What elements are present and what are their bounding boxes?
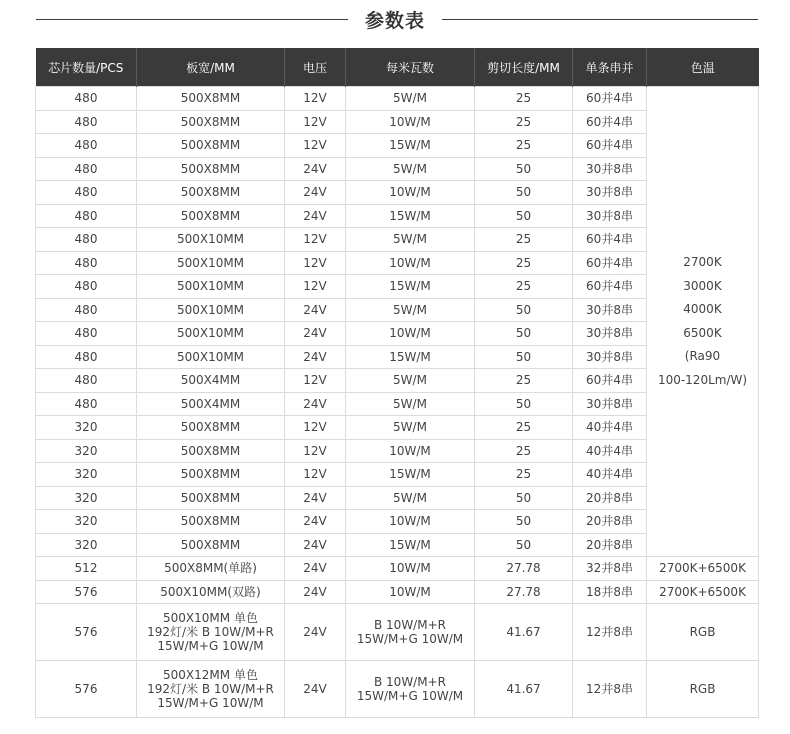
width-line: 15W/M+G 10W/M bbox=[157, 696, 264, 710]
series-cell: 60并4串 bbox=[573, 134, 647, 158]
watts-cell: 5W/M bbox=[346, 369, 475, 393]
voltage-cell: 12V bbox=[285, 110, 346, 134]
width-cell: 500X10MM bbox=[137, 322, 285, 346]
cut-length-cell: 50 bbox=[475, 345, 573, 369]
width-cell: 500X8MM bbox=[137, 204, 285, 228]
cut-length-cell: 25 bbox=[475, 251, 573, 275]
series-cell: 20并8串 bbox=[573, 533, 647, 557]
header-watts: 每米瓦数 bbox=[346, 48, 475, 87]
table-row bbox=[36, 580, 759, 604]
color-temp-line: (Ra90 bbox=[684, 349, 721, 363]
color-temp-cell bbox=[647, 87, 759, 557]
voltage-cell: 24V bbox=[285, 580, 346, 604]
series-cell: 40并4串 bbox=[573, 439, 647, 463]
cut-length-cell: 25 bbox=[475, 416, 573, 440]
series-cell: 20并8串 bbox=[573, 510, 647, 534]
voltage-cell: 12V bbox=[285, 439, 346, 463]
watts-cell: 5W/M bbox=[346, 298, 475, 322]
width-cell: 500X10MM bbox=[137, 251, 285, 275]
voltage-cell: 12V bbox=[285, 251, 346, 275]
chips-cell: 576 bbox=[36, 580, 137, 604]
cut-length-cell: 50 bbox=[475, 486, 573, 510]
chips-cell: 320 bbox=[36, 439, 137, 463]
color-temp-cell: RGB bbox=[647, 604, 759, 661]
watts-cell: 15W/M bbox=[346, 463, 475, 487]
chips-cell: 480 bbox=[36, 134, 137, 158]
series-cell: 32并8串 bbox=[573, 557, 647, 581]
color-temp-line: 100-120Lm/W) bbox=[657, 372, 748, 387]
chips-cell: 480 bbox=[36, 275, 137, 299]
voltage-cell: 12V bbox=[285, 87, 346, 111]
header-series: 单条串并 bbox=[573, 48, 647, 87]
chips-cell: 480 bbox=[36, 369, 137, 393]
cut-length-cell: 50 bbox=[475, 392, 573, 416]
cut-length-cell: 25 bbox=[475, 134, 573, 158]
voltage-cell: 24V bbox=[285, 604, 346, 661]
watts-cell: 10W/M bbox=[346, 181, 475, 205]
voltage-cell: 12V bbox=[285, 369, 346, 393]
width-cell: 500X10MM bbox=[137, 345, 285, 369]
watts-cell: 10W/M bbox=[346, 510, 475, 534]
series-cell: 30并8串 bbox=[573, 181, 647, 205]
watts-line: 15W/M+G 10W/M bbox=[356, 632, 464, 646]
cut-length-cell: 50 bbox=[475, 533, 573, 557]
width-cell: 500X8MM bbox=[137, 439, 285, 463]
series-cell: 40并4串 bbox=[573, 463, 647, 487]
width-cell: 500X8MM bbox=[137, 463, 285, 487]
cut-length-cell: 25 bbox=[475, 439, 573, 463]
watts-cell: 15W/M bbox=[346, 533, 475, 557]
cut-length-cell: 25 bbox=[475, 275, 573, 299]
chips-cell: 480 bbox=[36, 110, 137, 134]
series-cell: 30并8串 bbox=[573, 298, 647, 322]
title-divider-right bbox=[442, 19, 758, 20]
watts-cell: 10W/M bbox=[346, 322, 475, 346]
voltage-cell: 24V bbox=[285, 533, 346, 557]
cut-length-cell: 25 bbox=[475, 228, 573, 252]
watts-cell: 5W/M bbox=[346, 87, 475, 111]
chips-cell: 480 bbox=[36, 204, 137, 228]
voltage-cell: 12V bbox=[285, 463, 346, 487]
series-cell: 60并4串 bbox=[573, 369, 647, 393]
width-cell: 500X10MM bbox=[137, 298, 285, 322]
watts-line: B 10W/M+R bbox=[374, 675, 446, 689]
voltage-cell: 12V bbox=[285, 134, 346, 158]
watts-cell: 10W/M bbox=[346, 251, 475, 275]
chips-cell: 576 bbox=[36, 604, 137, 661]
cut-length-cell: 50 bbox=[475, 298, 573, 322]
chips-cell: 480 bbox=[36, 251, 137, 275]
series-cell: 60并4串 bbox=[573, 275, 647, 299]
series-cell: 18并8串 bbox=[573, 580, 647, 604]
series-cell: 40并4串 bbox=[573, 416, 647, 440]
series-cell: 30并8串 bbox=[573, 392, 647, 416]
cut-length-cell: 25 bbox=[475, 369, 573, 393]
color-temp-cell: 2700K+6500K bbox=[647, 580, 759, 604]
watts-cell: 15W/M bbox=[346, 134, 475, 158]
color-temp-line: 6500K bbox=[683, 325, 722, 340]
chips-cell: 480 bbox=[36, 157, 137, 181]
voltage-cell: 24V bbox=[285, 392, 346, 416]
watts-cell: 15W/M bbox=[346, 275, 475, 299]
voltage-cell: 24V bbox=[285, 157, 346, 181]
cut-length-cell: 25 bbox=[475, 463, 573, 487]
width-cell bbox=[137, 604, 285, 661]
chips-cell: 480 bbox=[36, 228, 137, 252]
width-cell: 500X8MM bbox=[137, 416, 285, 440]
watts-cell: 15W/M bbox=[346, 204, 475, 228]
width-cell: 500X4MM bbox=[137, 369, 285, 393]
header-color-temp: 色温 bbox=[647, 48, 759, 87]
chips-cell: 480 bbox=[36, 322, 137, 346]
chips-cell: 320 bbox=[36, 486, 137, 510]
chips-cell: 480 bbox=[36, 298, 137, 322]
width-cell: 500X8MM bbox=[137, 181, 285, 205]
width-cell: 500X8MM bbox=[137, 157, 285, 181]
cut-length-cell: 25 bbox=[475, 110, 573, 134]
cut-length-cell: 50 bbox=[475, 157, 573, 181]
voltage-cell: 24V bbox=[285, 298, 346, 322]
width-cell: 500X10MM bbox=[137, 275, 285, 299]
cut-length-cell: 50 bbox=[475, 322, 573, 346]
watts-cell bbox=[346, 661, 475, 718]
voltage-cell: 24V bbox=[285, 181, 346, 205]
title-divider-left bbox=[36, 19, 348, 20]
width-cell: 500X10MM(双路) bbox=[137, 580, 285, 604]
width-cell: 500X8MM bbox=[137, 87, 285, 111]
series-cell: 30并8串 bbox=[573, 204, 647, 228]
voltage-cell: 12V bbox=[285, 228, 346, 252]
width-cell: 500X10MM bbox=[137, 228, 285, 252]
series-cell: 60并4串 bbox=[573, 110, 647, 134]
watts-cell: 15W/M bbox=[346, 345, 475, 369]
watts-cell: 10W/M bbox=[346, 580, 475, 604]
width-cell: 500X8MM bbox=[137, 134, 285, 158]
page-title: 参数表 bbox=[364, 10, 425, 32]
series-cell: 60并4串 bbox=[573, 251, 647, 275]
width-line: 15W/M+G 10W/M bbox=[157, 639, 264, 653]
chips-cell: 320 bbox=[36, 463, 137, 487]
watts-cell: 10W/M bbox=[346, 557, 475, 581]
cut-length-cell: 50 bbox=[475, 204, 573, 228]
voltage-cell: 24V bbox=[285, 345, 346, 369]
color-temp-line: 4000K bbox=[683, 302, 722, 316]
color-temp-line: 3000K bbox=[683, 278, 722, 293]
voltage-cell: 24V bbox=[285, 486, 346, 510]
width-cell: 500X8MM bbox=[137, 486, 285, 510]
chips-cell: 480 bbox=[36, 87, 137, 111]
cut-length-cell: 25 bbox=[475, 87, 573, 111]
spec-table bbox=[35, 48, 759, 718]
voltage-cell: 24V bbox=[285, 510, 346, 534]
header-cut-length: 剪切长度/MM bbox=[475, 48, 573, 87]
header-chips: 芯片数量/PCS bbox=[36, 48, 137, 87]
chips-cell: 480 bbox=[36, 345, 137, 369]
header-voltage: 电压 bbox=[285, 48, 346, 87]
series-cell: 20并8串 bbox=[573, 486, 647, 510]
series-cell: 60并4串 bbox=[573, 228, 647, 252]
chips-cell: 320 bbox=[36, 533, 137, 557]
width-cell: 500X8MM(单路) bbox=[137, 557, 285, 581]
width-cell: 500X8MM bbox=[137, 510, 285, 534]
color-temp-cell: RGB bbox=[647, 661, 759, 718]
table-body bbox=[36, 87, 759, 718]
voltage-cell: 12V bbox=[285, 275, 346, 299]
header-width: 板宽/MM bbox=[137, 48, 285, 87]
series-cell: 30并8串 bbox=[573, 157, 647, 181]
watts-cell: 10W/M bbox=[346, 110, 475, 134]
color-temp-line: 2700K bbox=[683, 255, 722, 269]
watts-cell: 5W/M bbox=[346, 228, 475, 252]
cut-length-cell: 50 bbox=[475, 510, 573, 534]
cut-length-cell: 27.78 bbox=[475, 557, 573, 581]
table-row bbox=[36, 604, 759, 661]
chips-cell: 480 bbox=[36, 181, 137, 205]
cut-length-cell: 41.67 bbox=[475, 661, 573, 718]
chips-cell: 480 bbox=[36, 392, 137, 416]
width-cell: 500X8MM bbox=[137, 110, 285, 134]
voltage-cell: 24V bbox=[285, 557, 346, 581]
width-cell: 500X8MM bbox=[137, 533, 285, 557]
series-cell: 30并8串 bbox=[573, 345, 647, 369]
watts-line: 15W/M+G 10W/M bbox=[356, 689, 464, 703]
table-row bbox=[36, 557, 759, 581]
watts-cell: 5W/M bbox=[346, 157, 475, 181]
watts-cell: 10W/M bbox=[346, 439, 475, 463]
series-cell: 12并8串 bbox=[573, 661, 647, 718]
chips-cell: 320 bbox=[36, 510, 137, 534]
series-cell: 12并8串 bbox=[573, 604, 647, 661]
watts-cell bbox=[346, 604, 475, 661]
color-temp-cell: 2700K+6500K bbox=[647, 557, 759, 581]
voltage-cell: 24V bbox=[285, 661, 346, 718]
chips-cell: 512 bbox=[36, 557, 137, 581]
watts-cell: 5W/M bbox=[346, 486, 475, 510]
watts-cell: 5W/M bbox=[346, 416, 475, 440]
series-cell: 60并4串 bbox=[573, 87, 647, 111]
series-cell: 30并8串 bbox=[573, 322, 647, 346]
width-line: 500X10MM 单色 bbox=[163, 611, 258, 625]
width-cell: 500X4MM bbox=[137, 392, 285, 416]
cut-length-cell: 41.67 bbox=[475, 604, 573, 661]
watts-cell: 5W/M bbox=[346, 392, 475, 416]
voltage-cell: 12V bbox=[285, 416, 346, 440]
watts-line: B 10W/M+R bbox=[374, 618, 446, 632]
width-line: 192灯/米 B 10W/M+R bbox=[147, 625, 274, 639]
table-header-row bbox=[36, 48, 759, 87]
title-bar bbox=[0, 0, 790, 42]
cut-length-cell: 50 bbox=[475, 181, 573, 205]
width-line: 500X12MM 单色 bbox=[163, 668, 258, 682]
chips-cell: 320 bbox=[36, 416, 137, 440]
chips-cell: 576 bbox=[36, 661, 137, 718]
cut-length-cell: 27.78 bbox=[475, 580, 573, 604]
voltage-cell: 24V bbox=[285, 204, 346, 228]
table-row bbox=[36, 661, 759, 718]
table-row bbox=[36, 87, 759, 111]
width-line: 192灯/米 B 10W/M+R bbox=[147, 682, 274, 696]
width-cell bbox=[137, 661, 285, 718]
voltage-cell: 24V bbox=[285, 322, 346, 346]
